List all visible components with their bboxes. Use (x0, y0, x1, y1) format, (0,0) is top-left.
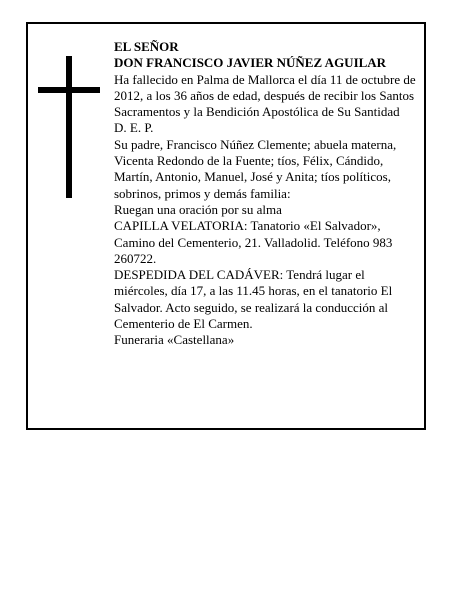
notice-title: EL SEÑOR (114, 39, 179, 54)
deceased-name: DON FRANCISCO JAVIER NÚÑEZ AGUILAR (114, 55, 387, 71)
chapel-info (114, 218, 419, 267)
farewell-label: DESPEDIDA DEL CADÁVER: (114, 267, 284, 283)
cross-horizontal-bar (38, 87, 100, 93)
funeral-home: Funeraria «Castellana» (114, 332, 235, 348)
death-statement: Ha fallecido en Palma de Mallorca el día 11 de octubre de 2012, a los 36 años de edad, después de recibir los Santos Sacramentos y la Bendición Apostólica de Su Santidad (114, 71, 416, 120)
chapel-text: Tanatorio «El Salvador», Camino del Cementerio, 21. Valladolid. Teléfono 983 260722. (114, 218, 393, 266)
notice-text (114, 39, 419, 349)
family-list: Su padre, Francisco Núñez Clemente; abuela materna, Vicenta Redondo de la Fuente; tíos, Félix, Cándido, Martín, Antonio, Manuel, José y Anita; tíos políticos, sobrinos, primos y demás familia: (114, 136, 397, 201)
chapel-label: CAPILLA VELATORIA: (114, 218, 248, 234)
prayer-request: Ruegan una oración por su alma (114, 201, 282, 217)
farewell-info (114, 267, 419, 332)
farewell-text: Tendrá lugar el miércoles, día 17, a las 11.45 horas, en el tanatorio El Salvador. Acto seguido, se realizará la conducción al Cementerio de El Carmen. (114, 267, 393, 332)
cross-vertical-bar (66, 56, 72, 198)
rip-line: D. E. P. (114, 120, 154, 136)
obituary-notice (26, 22, 426, 430)
